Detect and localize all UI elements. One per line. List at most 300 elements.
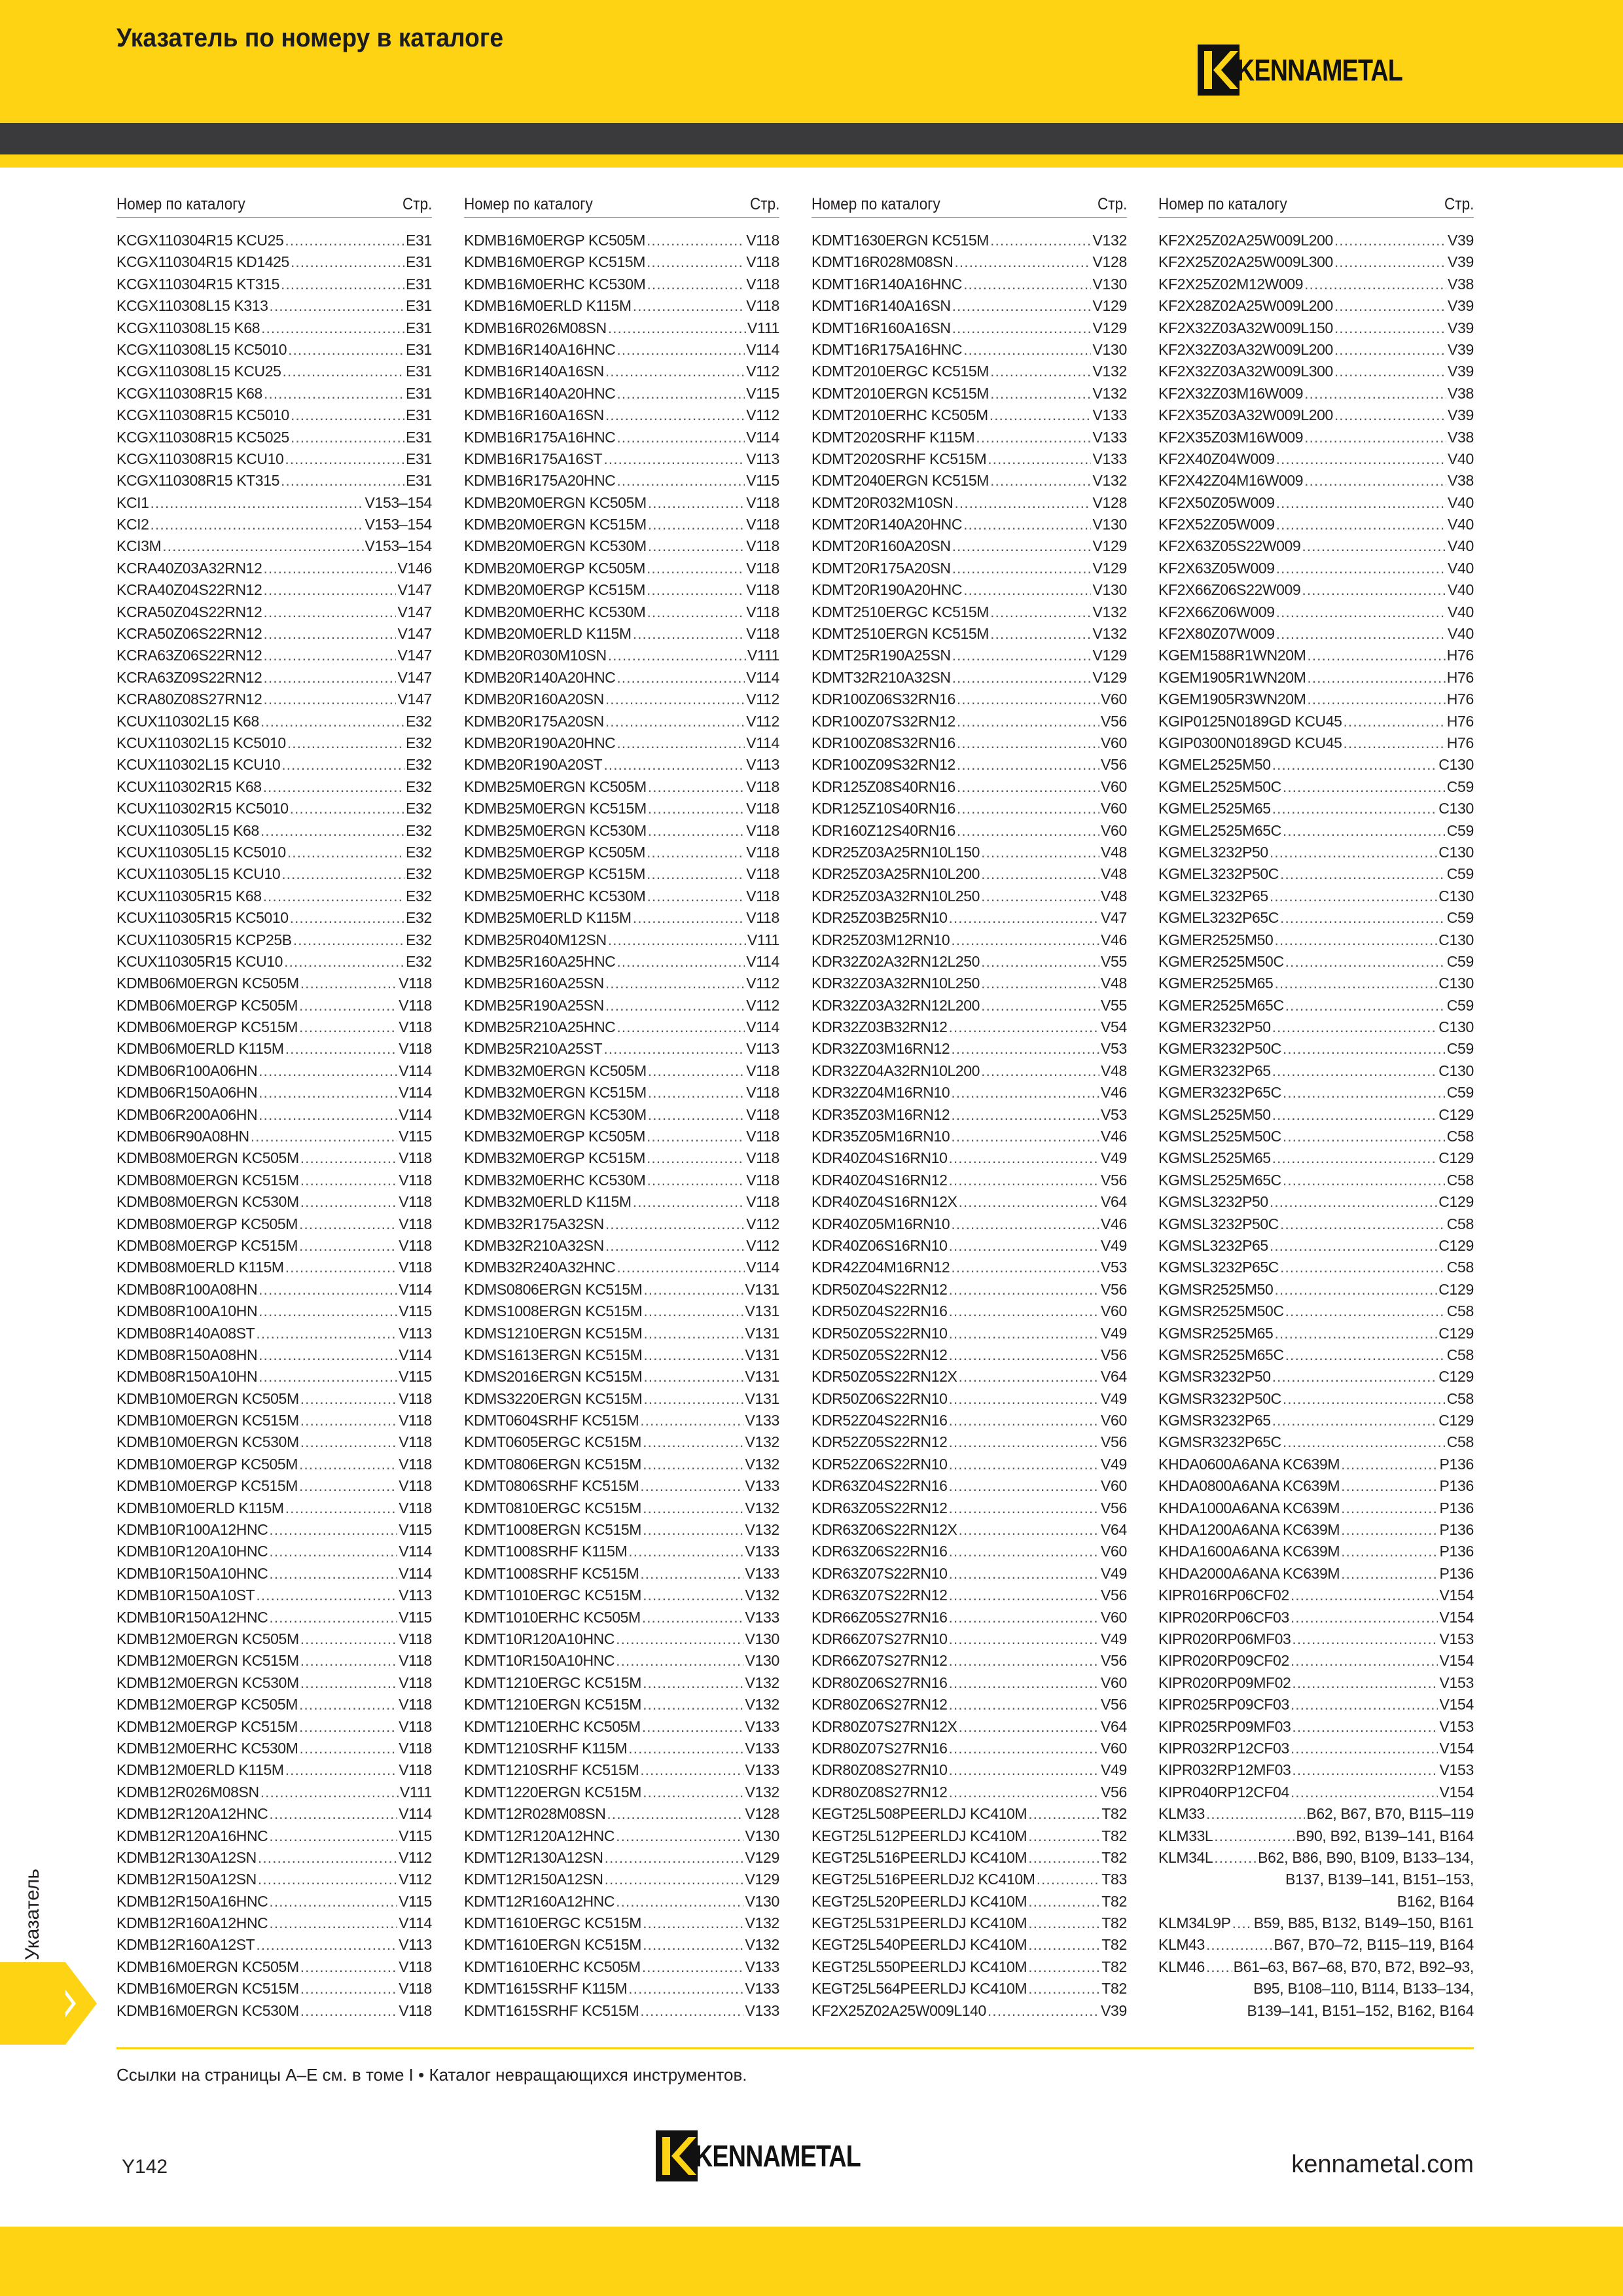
dot-leader (647, 579, 745, 601)
footer-band (0, 2227, 1623, 2296)
catalog-number: KDMB20M0ERHC KC530M (464, 603, 646, 620)
dot-leader (300, 1410, 397, 1431)
index-row (1158, 1650, 1474, 1672)
index-row (116, 1323, 432, 1344)
column-header-code: Номер по каталогу (812, 195, 940, 213)
page-reference: C59 (1446, 821, 1474, 839)
page-reference: V115 (399, 1521, 432, 1539)
column-header (812, 191, 1127, 218)
dot-leader (1274, 1279, 1437, 1300)
dot-leader (647, 1126, 745, 1147)
page-reference: C130 (1438, 887, 1474, 905)
catalog-number: KDMB12R130A12SN (116, 1848, 257, 1866)
catalog-number: KDR32Z03M16RN12 (812, 1040, 950, 1058)
dot-leader (607, 1803, 743, 1825)
index-row (464, 339, 779, 361)
index-row (1158, 1825, 1474, 1847)
dot-leader (1304, 470, 1446, 492)
index-row (116, 1869, 432, 1890)
dot-leader (1334, 339, 1446, 361)
index-row (116, 1213, 432, 1235)
catalog-number: KDMB16M0ERGN KC530M (116, 2001, 299, 2019)
index-row (1158, 863, 1474, 885)
catalog-number: KDR80Z08S27RN12 (812, 1783, 948, 1801)
index-row (116, 1563, 432, 1585)
page-reference: V56 (1100, 1171, 1127, 1189)
page-reference: V60 (1100, 1412, 1127, 1429)
catalog-number: KDR80Z07S27RN12X (812, 1717, 957, 1735)
index-row (1158, 1016, 1474, 1038)
catalog-number: KDR25Z03A32RN10L250 (812, 887, 980, 905)
index-row (1158, 1956, 1474, 1978)
page-reference: V118 (399, 1674, 432, 1691)
dot-leader (290, 798, 404, 819)
index-row (812, 470, 1127, 492)
dot-leader (1285, 951, 1446, 973)
page-reference: C130 (1438, 1018, 1474, 1036)
dot-leader (990, 383, 1091, 404)
page-reference: V154 (1439, 1739, 1474, 1757)
page-reference: V114 (399, 1805, 432, 1823)
dot-leader (1285, 995, 1446, 1016)
catalog-number: KDMB25M0ERHC KC530M (464, 887, 646, 905)
catalog-number: KGEM1905R1WN20M (1158, 668, 1306, 686)
page-reference: V129 (1092, 297, 1127, 315)
dot-leader (291, 404, 404, 426)
index-row (1158, 1934, 1474, 1956)
index-row (464, 689, 779, 710)
index-row (464, 1060, 779, 1082)
catalog-number: KCGX110308L15 K313 (116, 297, 268, 315)
index-row (464, 1803, 779, 1825)
index-row (464, 623, 779, 645)
index-row (464, 1410, 779, 1431)
index-row (812, 1454, 1127, 1475)
page-reference: P136 (1439, 1521, 1474, 1539)
dot-leader (1272, 1410, 1438, 1431)
chevron-right-icon (0, 1962, 105, 2045)
index-row (464, 579, 779, 601)
index-row (1158, 820, 1474, 842)
dot-leader (1304, 383, 1446, 404)
catalog-number: KDR32Z03A32RN12L200 (812, 996, 980, 1014)
catalog-number: KDR40Z04S16RN12X (812, 1193, 957, 1211)
index-row (812, 689, 1127, 710)
dot-leader (643, 1279, 743, 1300)
page-reference: V118 (746, 1062, 779, 1079)
index-row (464, 535, 779, 557)
dot-leader (640, 1410, 743, 1431)
dot-leader (287, 732, 404, 754)
catalog-number: KDMB08R150A08HN (116, 1346, 258, 1363)
dot-leader (258, 1869, 397, 1890)
page-reference: V39 (1447, 297, 1474, 315)
page-reference: V118 (746, 1128, 779, 1145)
catalog-number: KDMB32M0ERGN KC505M (464, 1062, 647, 1079)
catalog-number: KHDA0800A6ANA KC639M (1158, 1477, 1340, 1495)
page-reference: V118 (399, 1717, 432, 1735)
dot-leader (264, 383, 404, 404)
index-row (812, 404, 1127, 426)
index-row (812, 776, 1127, 798)
catalog-number: KDMB08R100A10HN (116, 1302, 258, 1320)
catalog-number: KCRA63Z09S22RN12 (116, 668, 262, 686)
index-row (1158, 798, 1474, 819)
dot-leader (1272, 1104, 1438, 1126)
catalog-number: KF2X63Z05W009 (1158, 559, 1275, 577)
index-row (464, 1257, 779, 1278)
index-row (116, 1344, 432, 1366)
index-row (116, 711, 432, 732)
dot-leader (283, 361, 404, 382)
catalog-number: KDMB32M0ERGP KC505M (464, 1128, 646, 1145)
website-link[interactable]: kennametal.com (1291, 2151, 1474, 2178)
index-row (1158, 601, 1474, 623)
page-reference: V49 (1100, 1564, 1127, 1582)
index-row (116, 339, 432, 361)
index-row (1158, 1257, 1474, 1278)
page-reference: V132 (1092, 472, 1127, 490)
index-row (812, 1738, 1127, 1759)
index-row (116, 1279, 432, 1300)
index-row (464, 2000, 779, 2022)
page-reference: V111 (399, 1783, 432, 1801)
page-reference: V40 (1447, 537, 1474, 555)
page-reference: V115 (399, 1608, 432, 1626)
catalog-number: KDMB16M0ERLD K115M (464, 297, 632, 315)
catalog-number: KDMB16R160A16SN (464, 406, 604, 424)
page-reference: V118 (399, 1236, 432, 1254)
dot-leader (981, 1060, 1099, 1082)
index-row (1158, 995, 1474, 1016)
dot-leader (616, 427, 745, 448)
index-row (116, 470, 432, 492)
dot-leader (269, 1912, 397, 1934)
page-reference: V153–154 (365, 493, 432, 511)
page-reference: V38 (1447, 472, 1474, 490)
page-reference: C58 (1446, 1259, 1474, 1276)
catalog-number: KGMER3232P65C (1158, 1084, 1281, 1102)
page-reference: V118 (746, 865, 779, 883)
index-row (1158, 251, 1474, 273)
catalog-number: KCGX110308R15 KC5025 (116, 428, 289, 446)
page-reference: B61–63, B67–68, B70, B72, B92–93, (1233, 1958, 1474, 1975)
page-reference: E32 (405, 756, 432, 774)
page-reference: V118 (746, 1105, 779, 1123)
catalog-number: KGMSL3232P65C (1158, 1259, 1279, 1276)
column-header-code: Номер по каталогу (1158, 195, 1287, 213)
index-row (464, 1475, 779, 1497)
index-row (116, 427, 432, 448)
page-reference: V153 (1439, 1717, 1474, 1735)
page-reference: V46 (1100, 1215, 1127, 1232)
catalog-number: KGMER3232P50 (1158, 1018, 1271, 1036)
page-reference: C58 (1446, 1302, 1474, 1320)
page-reference: V38 (1447, 428, 1474, 446)
page-reference: V46 (1100, 1128, 1127, 1145)
dot-leader (642, 1956, 744, 1978)
index-row (464, 1541, 779, 1562)
catalog-number: KF2X32Z03A32W009L150 (1158, 319, 1333, 336)
dot-leader (263, 689, 396, 710)
dot-leader (949, 1628, 1099, 1650)
page-reference: V147 (397, 581, 432, 599)
catalog-number: KCUX110305R15 KCU10 (116, 952, 283, 970)
catalog-number: KDMT2040ERGN KC515M (812, 472, 990, 490)
catalog-number: KDMB16R140A20HNC (464, 384, 616, 402)
page-reference: V114 (399, 1346, 432, 1363)
page-reference: V130 (745, 1630, 779, 1647)
index-row (1158, 317, 1474, 339)
index-column-3 (812, 191, 1127, 2022)
dot-leader (1283, 1126, 1446, 1147)
page-reference: V154 (1439, 1696, 1474, 1713)
page-reference: V49 (1100, 1236, 1127, 1254)
catalog-number: KDMT20R140A20HNC (812, 516, 963, 533)
page-reference: V118 (399, 1761, 432, 1779)
index-row (1158, 1563, 1474, 1585)
dot-leader (949, 1279, 1099, 1300)
index-row (1158, 754, 1474, 776)
index-row (464, 863, 779, 885)
dot-leader (1270, 1191, 1437, 1213)
page-reference: C129 (1438, 1149, 1474, 1167)
page-reference: V128 (1092, 493, 1127, 511)
index-row (1158, 1279, 1474, 1300)
dot-leader (151, 492, 364, 514)
catalog-number: KDR52Z05S22RN12 (812, 1433, 948, 1451)
dot-leader (640, 1759, 743, 1781)
page-reference: V118 (746, 1084, 779, 1102)
dot-leader (643, 1694, 743, 1715)
column-header-page: Стр. (1097, 195, 1127, 213)
page-reference: V118 (399, 1171, 432, 1189)
page-reference: V46 (1100, 1084, 1127, 1102)
catalog-number: KDMT16R175A16HNC (812, 340, 963, 358)
index-row (812, 667, 1127, 689)
dot-leader (1334, 251, 1446, 273)
catalog-number: KCGX110304R15 KT315 (116, 275, 279, 293)
catalog-number: KIPR025RP09CF03 (1158, 1696, 1289, 1713)
catalog-number: KDMB16M0ERHC KC530M (464, 275, 646, 293)
page-reference: V48 (1100, 865, 1127, 883)
catalog-number: KCRA50Z06S22RN12 (116, 625, 262, 643)
catalog-number: KDR63Z06S22RN12X (812, 1521, 957, 1539)
index-row (812, 274, 1127, 295)
dot-leader (958, 1519, 1099, 1541)
page-reference: V60 (1100, 1302, 1127, 1320)
catalog-number: KDR42Z04M16RN12 (812, 1259, 950, 1276)
dot-leader (1028, 1956, 1100, 1978)
index-row (1158, 732, 1474, 754)
dot-leader (300, 1978, 397, 2000)
catalog-number: KGEM1588R1WN20M (1158, 647, 1306, 664)
catalog-number: KGMEL3232P50C (1158, 865, 1279, 883)
page-reference: V56 (1100, 1587, 1127, 1604)
page-reference: V55 (1100, 996, 1127, 1014)
page-reference: E32 (405, 712, 432, 730)
index-row (116, 230, 432, 251)
dot-leader (1341, 1498, 1438, 1519)
page-reference: V118 (399, 1630, 432, 1647)
dot-leader (1206, 1803, 1305, 1825)
dot-leader (952, 317, 1092, 339)
catalog-number: KDMB10M0ERGP KC515M (116, 1477, 298, 1495)
index-row (812, 995, 1127, 1016)
dot-leader (1276, 514, 1446, 535)
page-reference: V64 (1100, 1521, 1127, 1539)
catalog-number: KDMT1210ERGN KC515M (464, 1696, 642, 1713)
dot-leader (1272, 1147, 1438, 1169)
dot-leader (263, 776, 404, 798)
index-row (464, 1628, 779, 1650)
index-row (464, 1082, 779, 1103)
index-row (464, 1235, 779, 1257)
catalog-number: KDMB20R030M10SN (464, 647, 607, 664)
index-row (116, 1431, 432, 1453)
page-reference: V128 (1092, 253, 1127, 271)
catalog-number: KF2X42Z04M16W009 (1158, 472, 1304, 490)
page-reference: V133 (745, 1608, 779, 1626)
index-row (116, 1716, 432, 1738)
page-reference: C58 (1446, 1171, 1474, 1189)
page-reference: V133 (745, 1717, 779, 1735)
page-reference: P136 (1439, 1564, 1474, 1582)
dot-leader (949, 1672, 1099, 1694)
catalog-number: KDMT1220ERGN KC515M (464, 1783, 642, 1801)
dot-leader (1304, 274, 1446, 295)
page-reference: E31 (405, 363, 432, 380)
catalog-number: KDMB12R160A12ST (116, 1936, 255, 1954)
dot-leader (1028, 1912, 1100, 1934)
catalog-number: KDR50Z05S22RN12 (812, 1346, 948, 1363)
dot-leader (256, 1323, 397, 1344)
dot-leader (949, 1694, 1099, 1715)
catalog-number: KDR66Z07S27RN12 (812, 1652, 948, 1670)
dot-leader (605, 973, 745, 994)
dot-leader (256, 1934, 397, 1956)
dot-leader (616, 1825, 743, 1847)
index-row (464, 1956, 779, 1978)
catalog-number: KDMB06R150A06HN (116, 1084, 258, 1102)
dot-leader (270, 295, 404, 317)
dot-leader (616, 1016, 745, 1038)
catalog-number: KDMB25M0ERGP KC515M (464, 865, 646, 883)
index-row (1158, 1410, 1474, 1431)
catalog-number: KDMT16R028M08SN (812, 253, 954, 271)
dot-leader (285, 1759, 397, 1781)
index-row (812, 1060, 1127, 1082)
catalog-number: KDMT12R028M08SN (464, 1805, 606, 1823)
page-reference: V64 (1100, 1368, 1127, 1386)
catalog-number: KCUX110305L15 KC5010 (116, 843, 286, 861)
index-column-4 (1158, 191, 1474, 2022)
dot-leader (616, 667, 745, 689)
index-row (812, 1016, 1127, 1038)
index-row (464, 645, 779, 666)
page-reference: V154 (1439, 1652, 1474, 1670)
page-reference: V118 (399, 1018, 432, 1036)
page-reference: C130 (1438, 800, 1474, 817)
index-row (812, 361, 1127, 382)
page-reference: V55 (1100, 952, 1127, 970)
dot-leader (285, 448, 404, 470)
catalog-number: KGMEL3232P50 (1158, 843, 1268, 861)
catalog-number: KGMSR3232P50 (1158, 1368, 1271, 1386)
dot-leader (647, 251, 745, 273)
page-reference: T82 (1101, 1827, 1127, 1844)
catalog-number: KDMT20R175A20SN (812, 559, 951, 577)
catalog-number: KDMB32M0ERGN KC515M (464, 1084, 647, 1102)
index-row (812, 1978, 1127, 2000)
section-tab-label: Указатель (22, 1869, 43, 1960)
index-row (812, 645, 1127, 666)
index-row (464, 1170, 779, 1191)
catalog-number: KDMB08M0ERGP KC515M (116, 1236, 298, 1254)
index-row (812, 1279, 1127, 1300)
dot-leader (300, 973, 397, 994)
dot-leader (990, 361, 1091, 382)
catalog-number: KDMB32R240A32HNC (464, 1259, 616, 1276)
dot-leader (281, 470, 404, 492)
index-row (812, 1759, 1127, 1781)
dot-leader (981, 995, 1099, 1016)
dot-leader (949, 1016, 1099, 1038)
index-row (812, 1344, 1127, 1366)
column-body (116, 230, 432, 2022)
page-reference: V113 (746, 1040, 779, 1058)
catalog-number: KDR40Z04S16RN12 (812, 1171, 948, 1189)
catalog-number: KDMB25M0ERLD K115M (464, 909, 632, 927)
dot-leader (949, 1541, 1099, 1562)
index-row (464, 1519, 779, 1541)
index-row (116, 1104, 432, 1126)
index-row (116, 929, 432, 951)
page-reference: B95, B108–110, B114, B133–134, (1253, 1980, 1474, 1998)
catalog-number: KDMT2010ERHC KC505M (812, 406, 988, 424)
index-row (812, 1191, 1127, 1213)
index-row (1158, 274, 1474, 295)
index-row (116, 1257, 432, 1278)
index-row (1158, 711, 1474, 732)
index-row (116, 361, 432, 382)
page-reference: V118 (399, 1390, 432, 1407)
index-row (116, 886, 432, 907)
catalog-number: KF2X25Z02M12W009 (1158, 275, 1304, 293)
dot-leader (1292, 1628, 1438, 1650)
catalog-number: KDMB20R190A20ST (464, 756, 603, 774)
index-row (464, 1672, 779, 1694)
dot-leader (647, 558, 745, 579)
page-reference: E32 (405, 909, 432, 927)
catalog-number: KDMB12R150A16HNC (116, 1892, 268, 1910)
catalog-number: KDMB12M0ERGN KC505M (116, 1630, 299, 1647)
dot-leader (1302, 535, 1446, 557)
index-row (812, 1038, 1127, 1060)
dot-leader (643, 1323, 743, 1344)
index-row (464, 514, 779, 535)
catalog-number: KEGT25L540PEERLDJ KC410M (812, 1936, 1027, 1954)
dot-leader (643, 1388, 743, 1410)
page-reference: V114 (399, 1280, 432, 1298)
catalog-number: KDMB12R160A12HNC (116, 1914, 268, 1932)
dot-leader (263, 558, 396, 579)
index-row (116, 1038, 432, 1060)
index-row (1158, 1782, 1474, 1803)
dot-leader (251, 1126, 397, 1147)
index-row (464, 558, 779, 579)
page-reference: V38 (1447, 275, 1474, 293)
